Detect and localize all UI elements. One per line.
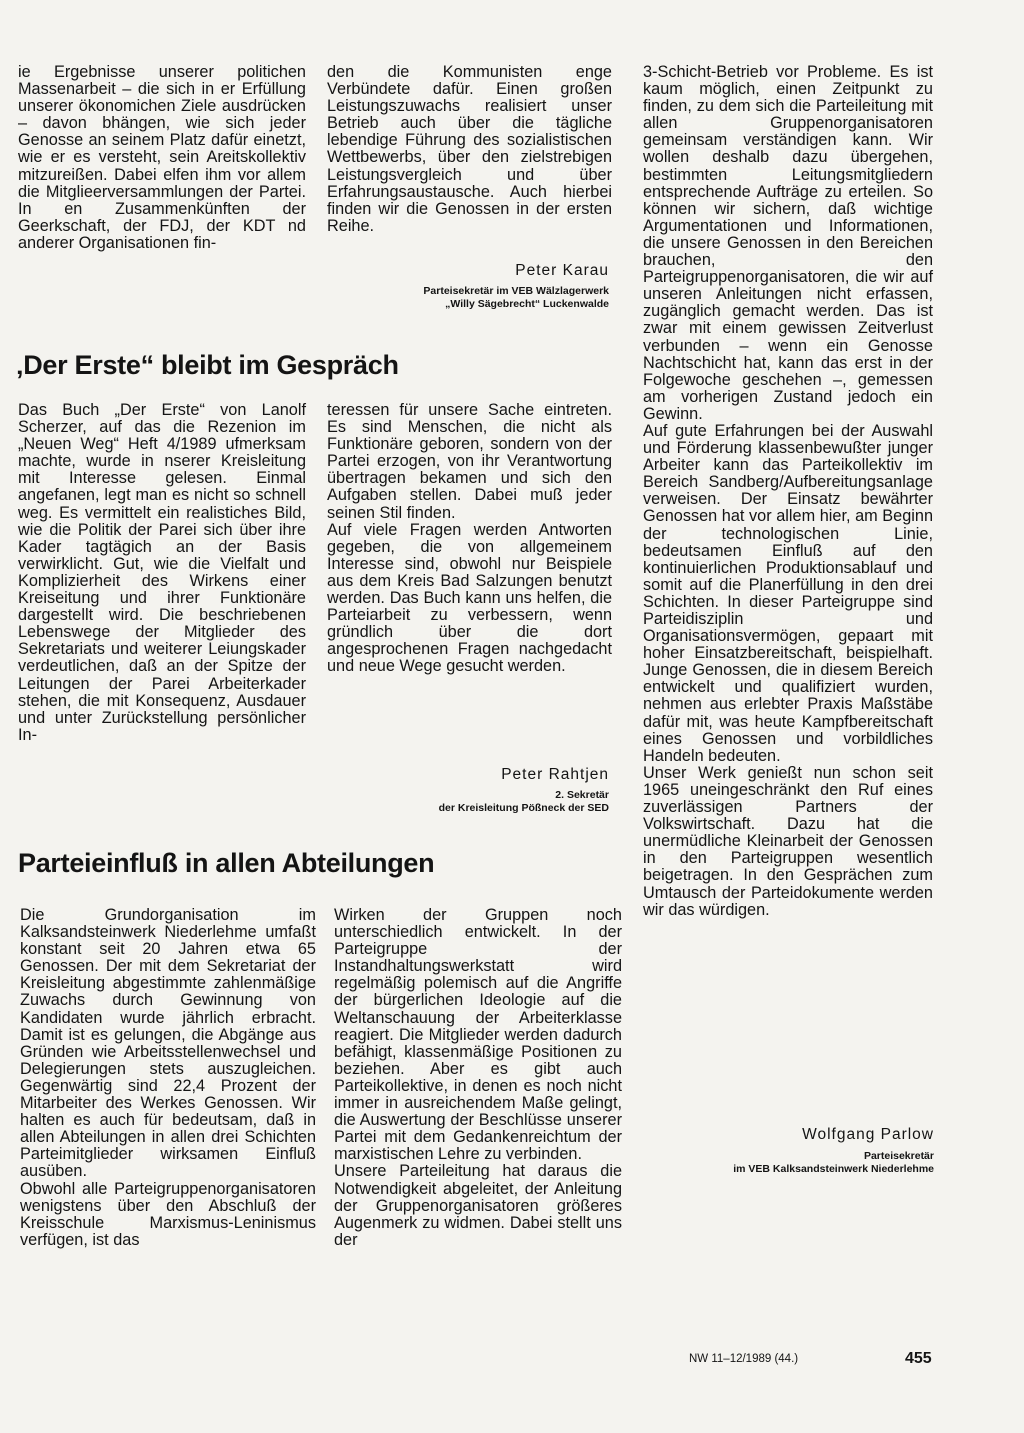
article3-paragraph: 3-Schicht-Betrieb vor Probleme. Es ist kaum möglich, einen Zeitpunkt zu finden, zu dem sich die Parteileitung mit allen Gruppenorganisatoren gemeinsam verständigen kann. Wir wollen deshalb dazu übergehen, bestimmten Leitungsmitgliedern entsprechende Aufträge zu erteilen. So können wir sichern, daß wichtige Argumentationen und Informationen, die unsere Genossen in den Bereichen brauchen, den Parteigruppenorganisatoren, die wir auf unseren Anleitungen nicht erfassen, zugänglich gemacht werden. Das ist zwar mit einem gewissen Zeitverlust verbunden – wenn ein Genosse Nachtschicht hat, kann das erst in der Folgewoche geschehen –, gemessen am vorherigen Zustand jedoch ein Gewinn. bbox=[643, 63, 933, 423]
article3-column-2 bbox=[334, 907, 622, 1249]
issue-code: NW 11–12/1989 (44.) bbox=[689, 1353, 799, 1365]
page-number: 455 bbox=[905, 1350, 932, 1367]
article3-paragraph: Obwohl alle Parteigruppenorganisatoren wenigstens über den Abschluß der Kreisschule Marxismus-Leninismus verfügen, ist das bbox=[20, 1179, 316, 1249]
article1-affiliation bbox=[423, 285, 609, 311]
article3-affiliation-line1: Parteisekretär bbox=[863, 1150, 934, 1162]
article1-column-2 bbox=[327, 64, 612, 235]
article3-headline: Parteieinfluß in allen Abteilungen bbox=[18, 848, 435, 878]
article2-affiliation-line1: 2. Sekretär bbox=[555, 789, 609, 801]
article2-column-2 bbox=[327, 402, 612, 676]
article3-author: Wolfgang Parlow bbox=[802, 1126, 934, 1143]
article1-paragraph: den die Kommunisten enge Verbündete dafür. Einen großen Leistungszuwachs realisiert unser Betrieb auch über die tägliche lebendige Führung des sozialistischen Wettbewerbs, über den zielstrebigen Leistungsvergleich und über Erfahrungsaustausche. Auch hierbei finden wir die Genossen in der ersten Reihe. bbox=[327, 63, 612, 235]
article2-column-1 bbox=[18, 402, 306, 744]
article2-author: Peter Rahtjen bbox=[501, 766, 609, 783]
article2-affiliation-line2: der Kreisleitung Pößneck der SED bbox=[438, 802, 609, 814]
article3-paragraph: Die Grundorganisation im Kalksandsteinwerk Niederlehme umfaßt konstant seit 20 Jahren etwa 65 Genossen. Der mit dem Sekretariat der Kreisleitung abgestimmte zahlenmäßige Zuwachs durch Gewinnung von Kandidaten wurde jährlich erbracht. Damit ist es gelungen, die Abgänge aus Gründen wie Arbeitsstellenwechsel und Delegierungen stets auszugleichen. Gegenwärtig sind 22,4 Prozent der Mitarbeiter des Werkes Genossen. Wir halten es auch für bedeutsam, daß in allen Abteilungen in allen drei Schichten Parteimitglieder wirksamen Einfluß ausüben. bbox=[20, 906, 316, 1181]
article2-affiliation bbox=[439, 789, 609, 815]
article1-author: Peter Karau bbox=[515, 262, 609, 279]
article3-paragraph: Auf gute Erfahrungen bei der Auswahl und Förderung klassenbewußter junger Arbeiter kann das Parteikollektiv im Bereich Sandberg/Aufbereitungsanlage verweisen. Der Einsatz bewährter Genossen hat vor allem hier, am Beginn der technologischen Linie, bedeutsamen Einfluß auf den kontinuierlichen Produktionsablauf und somit auf die Planerfüllung in den drei Schichten. In dieser Parteigruppe sind Parteidisziplin und Organisationsvermögen, gepaart mit hoher Einsatzbereitschaft, beispielhaft. Junge Genossen, die in diesem Bereich entwickelt und qualifiziert wurden, nehmen aus erlebter Praxis Maßstäbe dafür mit, was heute Kampfbereitschaft eines Genossen und vorbildliches Handeln bedeuten. bbox=[643, 421, 933, 765]
article2-headline: ‚Der Erste“ bleibt im Gespräch bbox=[16, 350, 399, 380]
article2-paragraph: teressen für unsere Sache eintreten. Es sind Menschen, die nicht als Funktionäre geboren, sondern von der Partei erzogen, von ihr Verantwortung übertragen bekamen und sich den Aufgaben stellen. Dabei muß jeder seinen Stil finden. bbox=[327, 401, 612, 522]
article3-column-1 bbox=[20, 907, 316, 1249]
article3-paragraph: Unsere Parteileitung hat daraus die Notwendigkeit abgeleitet, der Anleitung der Gruppenorganisatoren größeres Augenmerk zu widmen. Dabei stellt uns der bbox=[334, 1162, 622, 1249]
article3-paragraph: Unser Werk genießt nun schon seit 1965 uneingeschränkt den Ruf eines zuverlässigen Partners der Volkswirtschaft. Dazu hat die unermüdliche Kleinarbeit der Genossen in den Parteigruppen wesentlich beigetragen. In den Gesprächen zum Umtausch der Parteidokumente werden wir das würdigen. bbox=[643, 763, 933, 919]
article1-paragraph: ie Ergebnisse unserer politichen Massenarbeit – die sich in er Erfüllung unserer ökonomichen Ziele ausdrücken – davon bhängen, wie sich jeder Genosse an seinem Platz dafür einetzt, wie er es versteht, sein Areitskollektiv mitzureißen. Dabei elfen ihm vor allem die Mitglieerversammlungen der Partei. In en Zusammenkünften der Geerkschaft, der FDJ, der KDT nd anderer Organisationen fin- bbox=[18, 63, 306, 252]
article1-affiliation-line2: „Willy Sägebrecht“ Luckenwalde bbox=[445, 298, 609, 310]
article2-paragraph: Auf viele Fragen werden Antworten gegeben, die von allgemeinem Interesse sind, obwohl nur Beispiele aus dem Kreis Bad Salzungen benutzt werden. Das Buch kann uns helfen, die Parteiarbeit zu verbessern, wenn gründlich über die dort angesprochenen Fragen nachgedacht und neue Wege gesucht werden. bbox=[327, 520, 612, 676]
article3-affiliation bbox=[733, 1150, 934, 1176]
article2-paragraph: Das Buch „Der Erste“ von Lanolf Scherzer, auf das die Rezenion im „Neuen Weg“ Heft 4/1989 ufmerksam machte, wurde in nserer Kreisleitung mit Interesse gelesen. Einmal angefanen, legt man es nicht so schnell weg. Es vermittelt ein realistiches Bild, wie die Politik der Parei sich über ihre Kader tagtägich an der Basis verwirklicht. Gut, wie die Vielfalt und Komplizierheit des Wirkens einer Kreiseitung und ihrer Funktionäre dargestellt wird. Die beschriebenen Lebenswege der Mitglieder des Sekretariats und weiterer Leiungskader verdeutlichen, daß an der Spitze der Leitungen der Parei Arbeiterkader stehen, die mit Konsequenz, Ausdauer und unter Zurückstellung persönlicher In- bbox=[18, 401, 306, 744]
article3-affiliation-line2: im VEB Kalksandsteinwerk Niederlehme bbox=[733, 1163, 934, 1175]
article3-paragraph: Wirken der Gruppen noch unterschiedlich entwickelt. In der Parteigruppe der Instandhaltungswerkstatt wird regelmäßig polemisch auf die Angriffe der bürgerlichen Ideologie auf die Weltanschauung der Arbeiterklasse reagiert. Die Mitglieder werden dadurch befähigt, klassenmäßige Positionen zu beziehen. Aber es gibt auch Parteikollektive, in denen es noch nicht immer in ausreichendem Maße gelingt, die Auswertung der Beschlüsse unserer Partei mit dem Gedankenreichtum der marxistischen Lehre zu verbinden. bbox=[334, 906, 622, 1164]
article3-column-3 bbox=[643, 64, 933, 919]
article1-column-1 bbox=[18, 64, 306, 252]
article1-affiliation-line1: Parteisekretär im VEB Wälzlagerwerk bbox=[423, 285, 609, 297]
